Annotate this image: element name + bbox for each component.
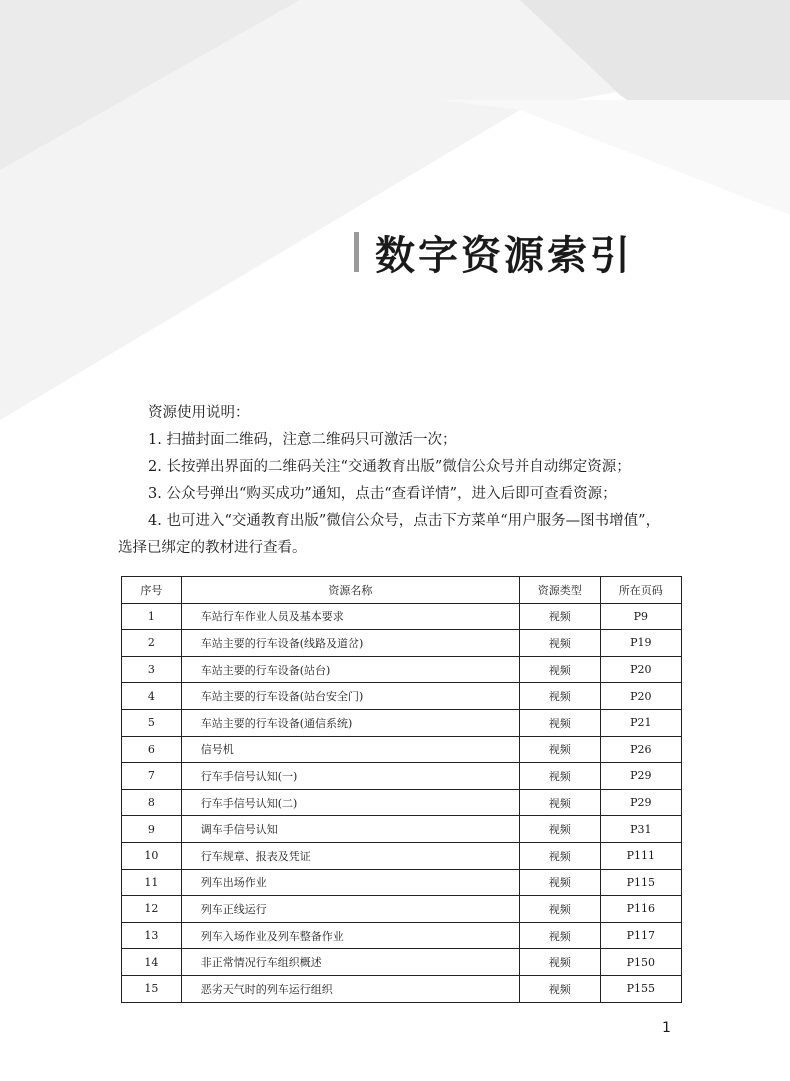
cell-resource-name: 车站主要的行车设备(站台)	[181, 656, 519, 683]
resource-table	[121, 576, 682, 1003]
header-resource-type: 资源类型	[520, 577, 601, 604]
cell-page: P29	[600, 763, 681, 790]
cell-index: 8	[122, 789, 182, 816]
instruction-step-3: 3. 公众号弹出“购买成功”通知，点击“查看详情”，进入后即可查看资源；	[148, 486, 617, 502]
cell-page: P31	[600, 816, 681, 843]
table-row	[122, 656, 682, 683]
cell-resource-name: 行车规章、报表及凭证	[181, 842, 519, 869]
table-row	[122, 842, 682, 869]
background-decoration	[0, 0, 790, 420]
cell-resource-type: 视频	[520, 842, 601, 869]
cell-resource-type: 视频	[520, 656, 601, 683]
cell-index: 12	[122, 896, 182, 923]
cell-resource-name: 列车入场作业及列车整备作业	[181, 922, 519, 949]
cell-index: 4	[122, 683, 182, 710]
cell-resource-type: 视频	[520, 949, 601, 976]
cell-index: 1	[122, 603, 182, 630]
cell-page: P115	[600, 869, 681, 896]
cell-resource-type: 视频	[520, 975, 601, 1002]
cell-page: P21	[600, 709, 681, 736]
table-row	[122, 949, 682, 976]
cell-page: P20	[600, 683, 681, 710]
cell-resource-name: 调车手信号认知	[181, 816, 519, 843]
cell-resource-name: 行车手信号认知(一)	[181, 763, 519, 790]
cell-resource-name: 列车正线运行	[181, 896, 519, 923]
instruction-step-2: 2. 长按弹出界面的二维码关注“交通教育出版”微信公众号并自动绑定资源；	[148, 459, 631, 475]
table-row	[122, 896, 682, 923]
cell-index: 5	[122, 709, 182, 736]
instruction-step-4-continued: 选择已绑定的教材进行查看。	[118, 540, 307, 556]
cell-resource-type: 视频	[520, 603, 601, 630]
cell-index: 15	[122, 975, 182, 1002]
cell-page: P117	[600, 922, 681, 949]
cell-resource-name: 行车手信号认知(二)	[181, 789, 519, 816]
cell-page: P155	[600, 975, 681, 1002]
cell-index: 7	[122, 763, 182, 790]
cell-index: 11	[122, 869, 182, 896]
cell-resource-name: 列车出场作业	[181, 869, 519, 896]
cell-page: P20	[600, 656, 681, 683]
table-row	[122, 736, 682, 763]
cell-resource-type: 视频	[520, 869, 601, 896]
table-row	[122, 922, 682, 949]
instructions-heading: 资源使用说明：	[148, 405, 250, 421]
table-header-row	[122, 577, 682, 604]
table-row	[122, 869, 682, 896]
cell-resource-type: 视频	[520, 789, 601, 816]
cell-index: 14	[122, 949, 182, 976]
cell-resource-name: 车站行车作业人员及基本要求	[181, 603, 519, 630]
cell-page: P111	[600, 842, 681, 869]
cell-index: 2	[122, 630, 182, 657]
cell-page: P19	[600, 630, 681, 657]
cell-resource-type: 视频	[520, 896, 601, 923]
cell-index: 6	[122, 736, 182, 763]
cell-resource-type: 视频	[520, 709, 601, 736]
table-body	[122, 603, 682, 1002]
instruction-step-1: 1. 扫描封面二维码，注意二维码只可激活一次；	[148, 432, 457, 448]
cell-resource-type: 视频	[520, 763, 601, 790]
table-row	[122, 816, 682, 843]
cell-resource-name: 非正常情况行车组织概述	[181, 949, 519, 976]
table-row	[122, 630, 682, 657]
cell-resource-type: 视频	[520, 736, 601, 763]
cell-resource-type: 视频	[520, 922, 601, 949]
cell-resource-name: 信号机	[181, 736, 519, 763]
cell-resource-name: 车站主要的行车设备(站台安全门)	[181, 683, 519, 710]
page-title: 数字资源索引	[375, 232, 633, 279]
cell-resource-type: 视频	[520, 816, 601, 843]
header-page: 所在页码	[600, 577, 681, 604]
table-row	[122, 789, 682, 816]
cell-resource-type: 视频	[520, 683, 601, 710]
table-row	[122, 683, 682, 710]
title-block	[354, 224, 633, 280]
page-number: 1	[662, 1020, 671, 1036]
cell-resource-name: 恶劣天气时的列车运行组织	[181, 975, 519, 1002]
instruction-step-4: 4. 也可进入“交通教育出版”微信公众号，点击下方菜单“用户服务—图书增值”，	[148, 513, 661, 529]
cell-page: P29	[600, 789, 681, 816]
cell-page: P150	[600, 949, 681, 976]
usage-instructions	[118, 400, 678, 562]
header-resource-name: 资源名称	[181, 577, 519, 604]
table-row	[122, 709, 682, 736]
cell-index: 10	[122, 842, 182, 869]
cell-page: P26	[600, 736, 681, 763]
cell-resource-name: 车站主要的行车设备(通信系统)	[181, 709, 519, 736]
cell-index: 9	[122, 816, 182, 843]
table-row	[122, 763, 682, 790]
cell-resource-type: 视频	[520, 630, 601, 657]
cell-index: 3	[122, 656, 182, 683]
title-accent-bar	[354, 232, 359, 272]
header-index: 序号	[122, 577, 182, 604]
cell-page: P9	[600, 603, 681, 630]
table-row	[122, 975, 682, 1002]
cell-resource-name: 车站主要的行车设备(线路及道岔)	[181, 630, 519, 657]
cell-page: P116	[600, 896, 681, 923]
table-row	[122, 603, 682, 630]
cell-index: 13	[122, 922, 182, 949]
